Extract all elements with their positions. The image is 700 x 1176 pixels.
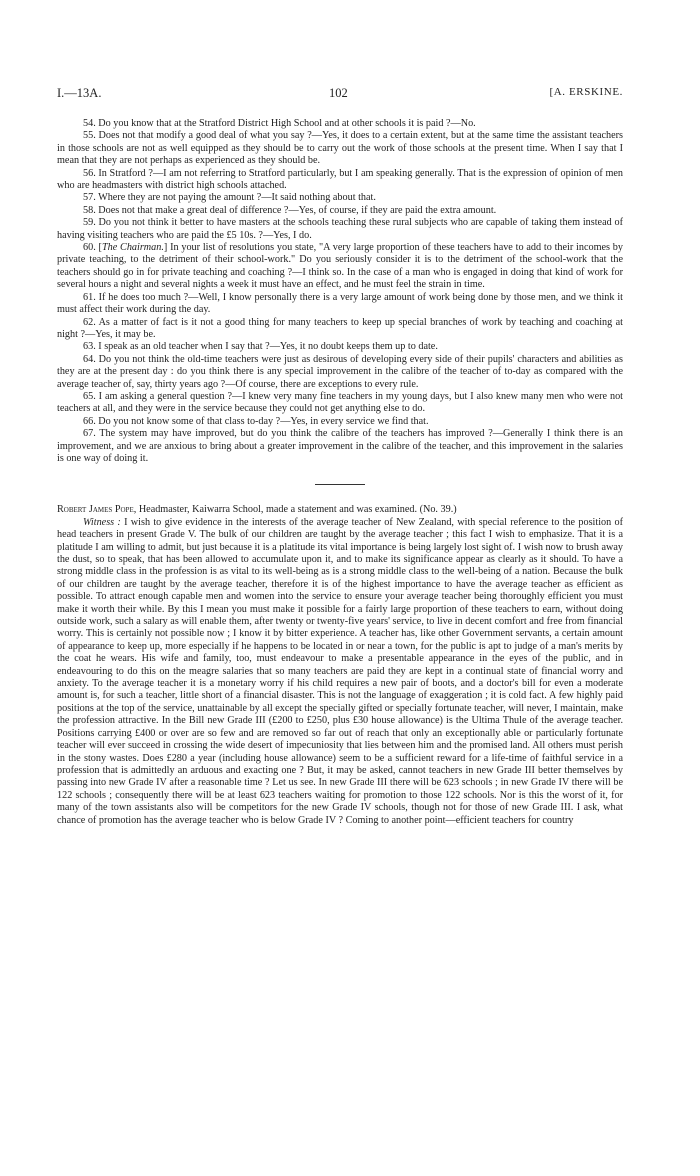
qa-55: 55. Does not that modify a good deal of what you say ?—Yes, it does to a certain extent, but at the same time the assistant teachers in those schools are not as well equipped as they should be to carry out the work of those schools at the present time. When I say that I mean that they are not perhaps as experienced as they should be.	[57, 130, 623, 167]
qa-67: 67. The system may have improved, but do you think the calibre of the teachers has improved ?—Generally I think there is an improvement, and we are anxious to bring about a greater improvement in the calibre of the teacher, and this improvement in the salaries is one way of doing it.	[57, 428, 623, 464]
witness-name: Robert James Pope	[57, 504, 134, 516]
witness-intro-text: , Headmaster, Kaiwarra School, made a statement and was examined. (No. 39.)	[133, 504, 457, 516]
witness-statement-text: I wish to give evidence in the interests of the average teacher of New Zealand, with special reference to the position of head teachers in present Grade V. The bulk of our children are taught by the average teacher ; this fact I wish to emphasize. That it is a platitude I am willing to admit, but just because it is a platitude its vital importance is being largely lost sight of. I wish now to brush away the dust, so to speak, that has been allowed to accumulate upon it, and to make its significance appear as clearly as it should. To have a strong middle class in the profession is as vital to its well-being as is a strong middle class to the well-being of a nation. Because the bulk of our children are taught by the average teacher, therefore it is of the highest importance to have the average teacher as efficient as possible. To attract enough capable men and women into the service to ensure your average teacher being thoroughly efficient you must make it worth their while. By this I mean you must make it possible for a fairly large proportion of these teachers to earn, without doing outside work, such a salary as will enable them, after twenty or twenty-five years' service, to live in decent comfort and free from financial worry. This is certainly not possible now ; I know it by bitter experience. A teacher has, like other Government servants, a certain amount of appearance to keep up, more especially if he happens to be located in or near a town, for the public is apt to judge of a man's merits by the coat he wears. His wife and family, too, must endeavour to make a presentable appearance in the eyes of the public, and in endeavouring to do this on the meagre salaries that so many teachers are paid they are kept in a continual state of financial worry and anxiety. To the average teacher it is a monetary worry if his child requires a new pair of boots, and a doctor's bill for even a moderate amount is, for such a teacher, little short of a financial disaster. This is not the language of exaggeration ; it is cold fact. A few highly paid positions at the top of the service, unattainable by all except the specially gifted or specially fortunate teacher, will never, I maintain, make the profession attractive. In the Bill new Grade III (£200 to £250, plus £30 house allowance) is the Ultima Thule of the average teacher. Positions carrying £400 or over are so few and are removed so far out of reach that only an exceptionally able or particularly fortunate teacher will ever succeed in crossing the wide desert of impecuniosity that lies between him and the promised land. All others must perish in the stony wastes. Does £280 a year (including house allowance) seem to be a sufficient reward for a life-time of faithful service in a profession that is admittedly an arduous and exacting one ? But, it may be asked, cannot teachers in new Grade III better themselves by passing into new Grade IV after a reasonable time ? Let us see. In new Grade III there will be 623 schools ; in new Grade IV there will be 122 schools ; consequently there will be at least 623 teachers waiting for promotion to those 122 schools. Nor is this the worst of it, for many of the town assistants also will be competitors for the new Grade IV schools, though not for those of new Grade III. I ask, what chance of promotion has the average teacher who is below Grade IV ? Coming to another point—efficient teachers for country	[57, 516, 623, 826]
witness-reference: [A. ERSKINE.	[549, 86, 623, 98]
qa-56: 56. In Stratford ?—I am not referring to Stratford particularly, but I am speaking generally. That is the expression of opinion of men who are headmasters with district high schools attached.	[57, 167, 623, 192]
page-number: 102	[329, 86, 348, 100]
witness-statement	[57, 517, 623, 827]
report-reference: I.—13A.	[57, 86, 102, 100]
qa-57: 57. Where they are not paying the amount ?—It said nothing about that.	[83, 192, 376, 204]
witness-label: Witness :	[83, 516, 121, 528]
qa-60: 60. [The Chairman.] In your list of resolutions you state, "A very large proportion of these teachers have to add to their incomes by private teaching, to the detriment of their school-work." Do you seriously consider it is to the detriment of the school-work that the teachers should go in for private teaching and coaching ?—I think so. In the case of a man who is engaged in doing that kind of work for several hours a night and several nights a week it must have an effect, and he must feel the strain in time.	[57, 242, 623, 291]
document-body	[57, 118, 623, 827]
qa-60-number: 60.	[83, 242, 96, 254]
qa-60-speaker: The Chairman.	[101, 242, 164, 254]
qa-59: 59. Do you not think it better to have masters at the schools teaching these rural subjects who are capable of taking them instead of having visiting teachers who are paid the £5 10s. ?—Yes, I do.	[57, 217, 623, 241]
witness-intro	[57, 504, 623, 516]
qa-65: 65. I am asking a general question ?—I knew very many fine teachers in my young days, but I also knew many men who were not teachers at all, and they were in the service because they could not get anything else to do.	[57, 390, 623, 415]
qa-60-text: ] In your list of resolutions you state, "A very large proportion of these teachers have to add to their incomes by private teaching, to the detriment of their school-work." Do you seriously consider it is to the detriment of the school-work that the teachers should go in for private teaching and coaching ?—I think so. In the case of a man who is engaged in doing that kind of work for several hours a night and several nights a week it must have an effect, and he must feel the strain in time.	[57, 242, 623, 291]
section-divider	[315, 484, 365, 485]
qa-63: 63. I speak as an old teacher when I say that ?—Yes, it no doubt keeps them up to date.	[83, 341, 438, 353]
page-header	[57, 86, 623, 100]
qa-64: 64. Do you not think the old-time teachers were just as desirous of developing every side of their pupils' characters and abilities as they are at the present day : do you think there is any special improvement in the calibre of the teacher of to-day as compared with the average teacher of, say, thirty years ago ?—Of course, there are exceptions to every rule.	[57, 353, 623, 390]
qa-54: 54. Do you know that at the Stratford District High School and at other schools it is paid ?—No.	[83, 118, 476, 129]
qa-62: 62. As a matter of fact is it not a good thing for many teachers to keep up special branches of work by teaching and coaching at night ?—Yes, it may be.	[57, 316, 623, 340]
qa-61: 61. If he does too much ?—Well, I know personally there is a very large amount of work being done by those men, and we think it must affect their work during the day.	[57, 291, 623, 316]
qa-58: 58. Does not that make a great deal of difference ?—Yes, of course, if they are paid the extra amount.	[83, 204, 497, 216]
qa-66: 66. Do you not know some of that class to-day ?—Yes, in every service we find that.	[83, 415, 429, 427]
